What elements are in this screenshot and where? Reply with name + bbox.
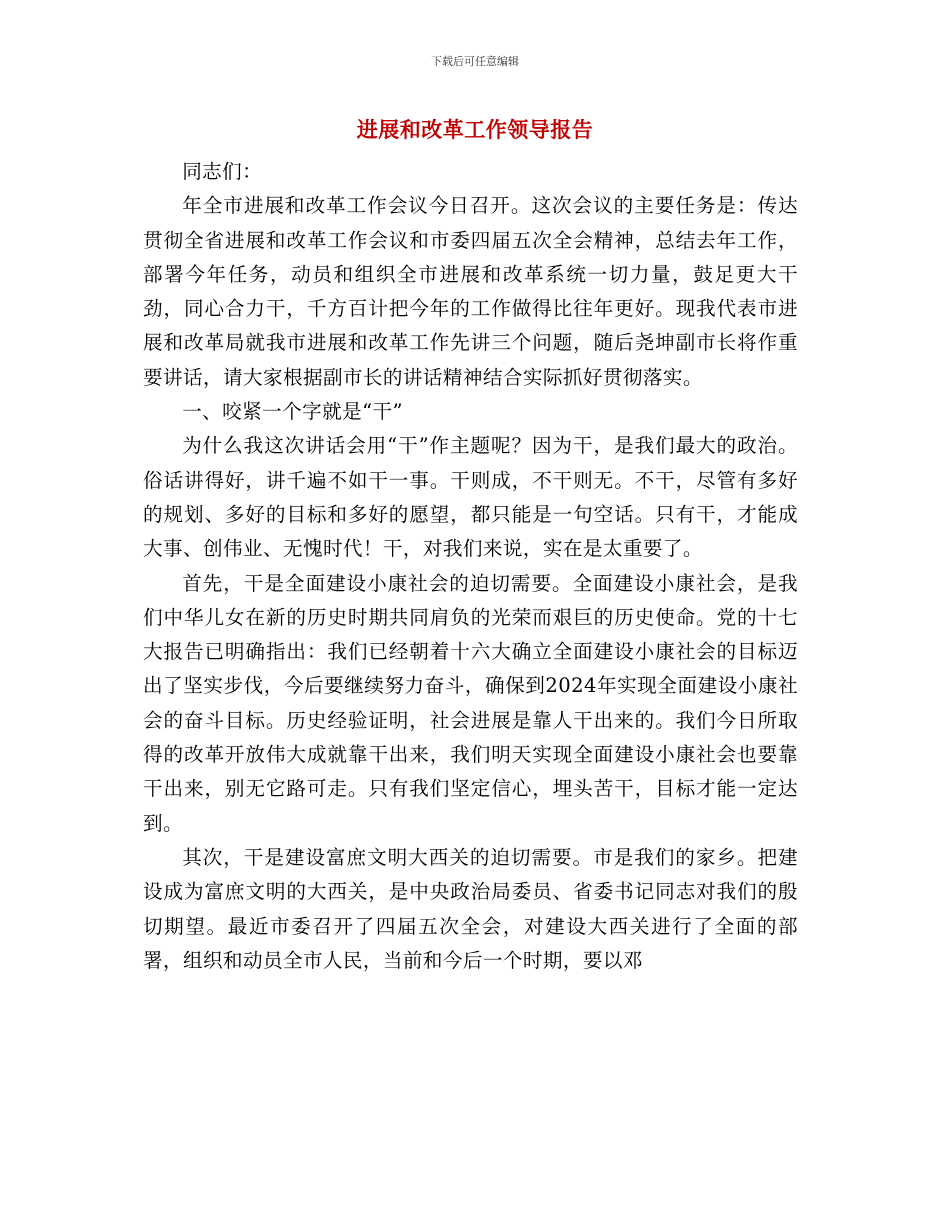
body-paragraph: 首先，干是全面建设小康社会的迫切需要。全面建设小康社会，是我们中华儿女在新的历史时期共同肩负的光荣而艰巨的历史使命。党的十七大报告已明确指出：我们已经朝着十六大确立全面建设小康社会的目标迈出了坚实步伐，今后要继续努力奋斗，确保到2024年实现全面建设小康社会的奋斗目标。历史经验证明，社会进展是靠人干出来的。我们今日所取得的改革开放伟大成就靠干出来，我们明天实现全面建设小康社会也要靠干出来，别无它路可走。只有我们坚定信心，埋头苦干，目标才能一定达到。 — [143, 571, 798, 835]
header-note: 下载后可任意编辑 — [431, 55, 519, 68]
salutation-paragraph: 同志们： — [182, 160, 263, 183]
document-body — [143, 155, 798, 978]
body-paragraph: 为什么我这次讲话会用“干”作主题呢？因为干，是我们最大的政治。俗话讲得好，讲千遍不如干一事。干则成，不干则无。不干，尽管有多好的规划、多好的目标和多好的愿望，都只能是一句空话。只有干，才能成大事、创伟业、无愧时代！干，对我们来说，实在是太重要了。 — [143, 434, 798, 561]
body-paragraph: 年全市进展和改革工作会议今日召开。这次会议的主要任务是：传达贯彻全省进展和改革工作会议和市委四届五次全会精神，总结去年工作，部署今年任务，动员和组织全市进展和改革系统一切力量，鼓足更大干劲，同心合力干，千方百计把今年的工作做得比往年更好。现我代表市进展和改革局就我市进展和改革工作先讲三个问题，随后尧坤副市长将作重要讲话，请大家根据副市长的讲话精神结合实际抓好贯彻落实。 — [143, 194, 798, 389]
document-title: 进展和改革工作领导报告 — [356, 117, 594, 142]
body-paragraph: 其次，干是建设富庶文明大西关的迫切需要。市是我们的家乡。把建设成为富庶文明的大西关，是中央政治局委员、省委书记同志对我们的殷切期望。最近市委召开了四届五次全会，对建设大西关进行了全面的部署，组织和动员全市人民，当前和今后一个时期，要以邓 — [143, 845, 798, 972]
section-heading: 一、咬紧一个字就是“干” — [182, 400, 403, 424]
